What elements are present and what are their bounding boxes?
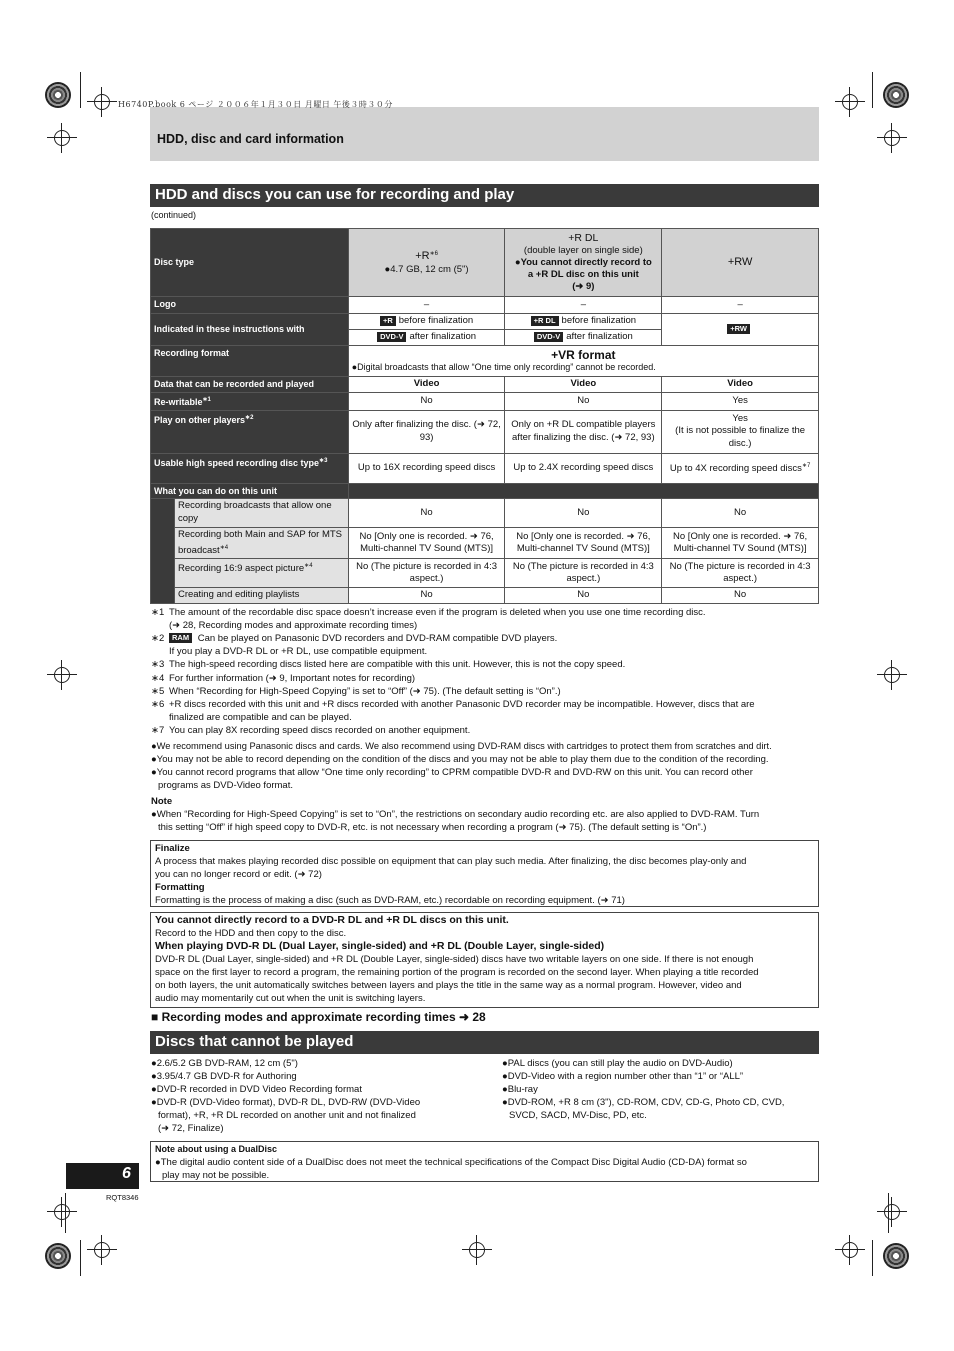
cell-indicated: DVD-V after finalization <box>505 330 662 346</box>
trim-line <box>888 1193 889 1233</box>
section-title-recording: HDD and discs you can use for recording and play <box>150 184 819 207</box>
trim-line <box>872 72 873 108</box>
crosshair-mark <box>877 660 907 690</box>
ram-badge: RAM <box>169 633 192 643</box>
disc-spec-table <box>150 228 819 604</box>
document-code: RQT8346 <box>106 1193 139 1202</box>
list-item: ●PAL discs (you can still play the audio on DVD-Audio) <box>502 1058 733 1069</box>
cell-indicated: +R DL before finalization <box>505 314 662 330</box>
crosshair-mark <box>87 1235 117 1265</box>
col-header-plus-rw: +RW <box>662 229 819 297</box>
cell-play-other: Yes (It is not possible to finalize the disc.) <box>662 410 819 453</box>
list-item: ●Blu-ray <box>502 1084 538 1095</box>
plus-r-badge: +R <box>380 316 396 326</box>
cell-play-other: Only on +R DL compatible players after finalizing the disc. (➜ 72, 93) <box>505 410 662 453</box>
trim-line <box>80 72 81 108</box>
list-item: ●DVD-ROM, +R 8 cm (3"), CD-ROM, CDV, CD-G, Photo CD, CVD, <box>502 1097 785 1108</box>
recording-modes-reference: ■ Recording modes and approximate recording times ➜ 28 <box>151 1010 486 1024</box>
footnote: ∗4 For further information (➜ 9, Important notes for recording) <box>151 673 416 684</box>
cell-recording-format: +VR format ●Digital broadcasts that allow “One time only recording” cannot be recorded. <box>348 346 818 377</box>
footnote: ∗1 The amount of the recordable disc space doesn’t increase even if the program is deleted when you use one time recording disc. <box>151 607 706 618</box>
list-item-continued: format), +R, +R DL recorded on another unit and not finalized <box>158 1110 416 1121</box>
cell-play-other: Only after finalizing the disc. (➜ 72, 93) <box>348 410 505 453</box>
cell-sub: No [Only one is recorded. ➜ 76, Multi-channel TV Sound (MTS)] <box>505 528 662 559</box>
dl-text: Record to the HDD and then copy to the disc. <box>155 928 347 939</box>
bullet-item-continued: programs as DVD-Video format. <box>158 780 293 791</box>
page-header-title: HDD, disc and card information <box>157 132 344 146</box>
row-label-logo: Logo <box>151 297 349 314</box>
dvd-v-badge: DVD-V <box>534 332 563 342</box>
registration-disc-mark <box>883 1243 909 1269</box>
cell-sub: No <box>348 588 505 604</box>
cell-rewritable: No <box>348 393 505 411</box>
row-label-data: Data that can be recorded and played <box>151 377 349 393</box>
footnote: ∗7 You can play 8X recording speed discs recorded on another equipment. <box>151 725 471 736</box>
cell-sub: No <box>662 588 819 604</box>
dualdisc-title: Note about using a DualDisc <box>155 1144 278 1154</box>
dl-text: space on the first layer to record a program, the remaining portion of the program is recorded on the second layer. When playing a title recorded <box>155 967 759 978</box>
cell-sub: No <box>662 499 819 528</box>
crosshair-mark <box>877 123 907 153</box>
list-item: ●DVD-Video with a region number other than “1” or “ALL” <box>502 1071 744 1082</box>
cannot-play-list-left <box>151 1057 491 1135</box>
cell-indicated <box>662 314 819 346</box>
section-title-cannot-play: Discs that cannot be played <box>150 1031 819 1054</box>
dualdisc-text: ●The digital audio content side of a DualDisc does not meet the technical specifications of the Compact Disc Digital Audio (CD-DA) format so <box>155 1157 747 1168</box>
sub-row-label: Recording broadcasts that allow one copy <box>174 499 348 528</box>
crosshair-mark <box>47 1197 77 1227</box>
cell-sub: No [Only one is recorded. ➜ 76, Multi-channel TV Sound (MTS)] <box>662 528 819 559</box>
cell-sub: No (The picture is recorded in 4:3 aspect.) <box>662 559 819 588</box>
cell-sub: No <box>505 588 662 604</box>
cell-rewritable: No <box>505 393 662 411</box>
footnote-continued: finalized are compatible and can be played. <box>169 712 352 723</box>
cell-sub: No [Only one is recorded. ➜ 76, Multi-channel TV Sound (MTS)] <box>348 528 505 559</box>
dl-text: on both layers, the unit automatically switches between layers and plays the title in the same way as a normal program. However, video and <box>155 980 742 991</box>
cell-sub: No (The picture is recorded in 4:3 aspect.) <box>348 559 505 588</box>
col-header-plus-r-dl: +R DL (double layer on single side) ●You cannot directly record to a +R DL disc on this unit (➜ 9) <box>505 229 662 297</box>
finalize-text: A process that makes playing recorded disc possible on equipment that can play such media. After finalizing, the disc becomes play-only and <box>155 856 747 867</box>
cell-data: Video <box>348 377 505 393</box>
cell-data: Video <box>662 377 819 393</box>
footnote-continued: (➜ 28, Recording modes and approximate recording times) <box>169 620 418 631</box>
page-number: 6 <box>122 1165 131 1182</box>
registration-disc-mark <box>883 82 909 108</box>
what-you-can-do-band <box>348 483 818 499</box>
trim-line <box>872 1240 873 1276</box>
sub-row-label: Recording both Main and SAP for MTS broadcast$^{∗4}$ <box>174 528 348 559</box>
registration-disc-mark <box>45 82 71 108</box>
cannot-play-list-right <box>502 1057 819 1122</box>
crosshair-mark <box>835 1235 865 1265</box>
sub-row-spacer <box>151 499 175 604</box>
dualdisc-note-box <box>150 1141 819 1182</box>
cell-data: Video <box>505 377 662 393</box>
bullet-item: ●We recommend using Panasonic discs and cards. We also recommend using DVD-RAM discs with cartridges to protect them from scratches and dirt. <box>151 741 772 751</box>
list-item: ●3.95/4.7 GB DVD-R for Authoring <box>151 1071 297 1082</box>
trim-line <box>65 1193 66 1233</box>
crosshair-mark <box>47 660 77 690</box>
finalize-text: you can no longer record or edit. (➜ 72) <box>155 869 322 880</box>
note-title: Note <box>151 796 173 807</box>
footnote: ∗2 RAM Can be played on Panasonic DVD recorders and DVD-RAM compatible DVD players. <box>151 633 558 644</box>
trim-line <box>80 1240 81 1276</box>
sub-row-label: Recording 16:9 aspect picture$^{∗4}$ <box>174 559 348 588</box>
dl-title-2: When playing DVD-R DL (Dual Layer, single-sided) and +R DL (Double Layer, single-sided) <box>155 940 605 952</box>
formatting-title: Formatting <box>155 882 205 893</box>
list-item-continued: SVCD, SACD, MV-Disc, PD, etc. <box>509 1110 647 1121</box>
row-label-play-other: Play on other players$^{∗2}$ <box>151 410 349 453</box>
crosshair-mark <box>877 1197 907 1227</box>
list-item: ●DVD-R (DVD-Video format), DVD-R DL, DVD-RW (DVD-Video <box>151 1097 421 1108</box>
footnote-continued: If you play a DVD-R DL or +R DL, use compatible equipment. <box>169 646 428 657</box>
dl-title: You cannot directly record to a DVD-R DL and +R DL discs on this unit. <box>155 914 509 926</box>
footnote: ∗3 The high-speed recording discs listed here are compatible with this unit. However, this is not the copy speed. <box>151 659 626 670</box>
crosshair-mark <box>462 1235 492 1265</box>
cell-indicated: DVD-V after finalization <box>348 330 505 346</box>
crosshair-mark <box>835 87 865 117</box>
row-label-indicated: Indicated in these instructions with <box>151 314 349 346</box>
row-label-recording-format: Recording format <box>151 346 349 377</box>
registration-disc-mark <box>45 1243 71 1269</box>
cell-rewritable: Yes <box>662 393 819 411</box>
footnote: ∗6 +R discs recorded with this unit and +R discs recorded with another Panasonic DVD recorder may be incompatible. However, discs that are <box>151 699 755 710</box>
sub-row-label: Creating and editing playlists <box>174 588 348 604</box>
row-label-what-you-can-do: What you can do on this unit <box>151 483 349 499</box>
cell-high-speed: Up to 16X recording speed discs <box>348 453 505 483</box>
plus-rw-badge: +RW <box>727 324 750 334</box>
bullet-item: ●You cannot record programs that allow “One time only recording” to CPRM compatible DVD-R and DVD-RW on this unit. You can record other <box>151 767 753 778</box>
continued-label: (continued) <box>151 210 197 220</box>
bullet-item: ●You may not be able to record depending on the condition of the discs and you may not be able to play them due to the condition of the recording. <box>151 754 769 765</box>
cell-high-speed: Up to 2.4X recording speed discs <box>505 453 662 483</box>
cell-logo: – <box>348 297 505 314</box>
dvd-v-badge: DVD-V <box>377 332 406 342</box>
formatting-text: Formatting is the process of making a disc (such as DVD-RAM, etc.) recordable on recording equipment. (➜ 71) <box>155 895 625 906</box>
row-label-high-speed: Usable high speed recording disc type$^{∗3}$ <box>151 453 349 483</box>
cell-sub: No (The picture is recorded in 4:3 aspect.) <box>505 559 662 588</box>
note-text-continued: this setting “Off” if high speed copy to DVD-R, etc. is not necessary when recording a program (➜ 75). (The default setting is “On”.) <box>158 822 707 833</box>
cell-high-speed: Up to 4X recording speed discs$^{∗7}$ <box>662 453 819 483</box>
list-item: ●2.6/5.2 GB DVD-RAM, 12 cm (5") <box>151 1058 298 1069</box>
list-item-continued: (➜ 72, Finalize) <box>158 1123 224 1134</box>
col-header-plus-r: $+R^{∗6}$ ●4.7 GB, 12 cm (5") <box>348 229 505 297</box>
note-text: ●When “Recording for High-Speed Copying” is set to “On”, the restrictions on secondary audio recording etc. are also applied to DVD-RAM. Turn <box>151 809 760 820</box>
dl-text: audio may momentarily cut out when the unit is switching layers. <box>155 993 426 1004</box>
plus-r-dl-badge: +R DL <box>531 316 559 326</box>
dual-layer-box <box>150 912 819 1008</box>
row-label-rewritable: Re-writable$^{∗1}$ <box>151 393 349 411</box>
cell-logo: – <box>505 297 662 314</box>
cell-logo: – <box>662 297 819 314</box>
cell-indicated: +R before finalization <box>348 314 505 330</box>
crosshair-mark <box>87 87 117 117</box>
cell-sub: No <box>348 499 505 528</box>
dualdisc-text-continued: play may not be possible. <box>162 1170 270 1181</box>
row-label-disc-type: Disc type <box>151 229 349 297</box>
cell-sub: No <box>505 499 662 528</box>
crosshair-mark <box>47 123 77 153</box>
print-info-line: H6740P.book 6 ページ ２００６年１月３０日 月曜日 午後３時３０分 <box>118 100 393 109</box>
finalize-title: Finalize <box>155 843 190 854</box>
finalize-box <box>150 840 819 907</box>
dl-text: DVD-R DL (Dual Layer, single-sided) and +R DL (Double Layer, single-sided) discs have two writable layers on one side. If there is not enough <box>155 954 754 965</box>
footnote: ∗5 When “Recording for High-Speed Copying” is set to “Off” (➜ 75). (The default setting is “On”.) <box>151 686 561 697</box>
list-item: ●DVD-R recorded in DVD Video Recording format <box>151 1084 362 1095</box>
